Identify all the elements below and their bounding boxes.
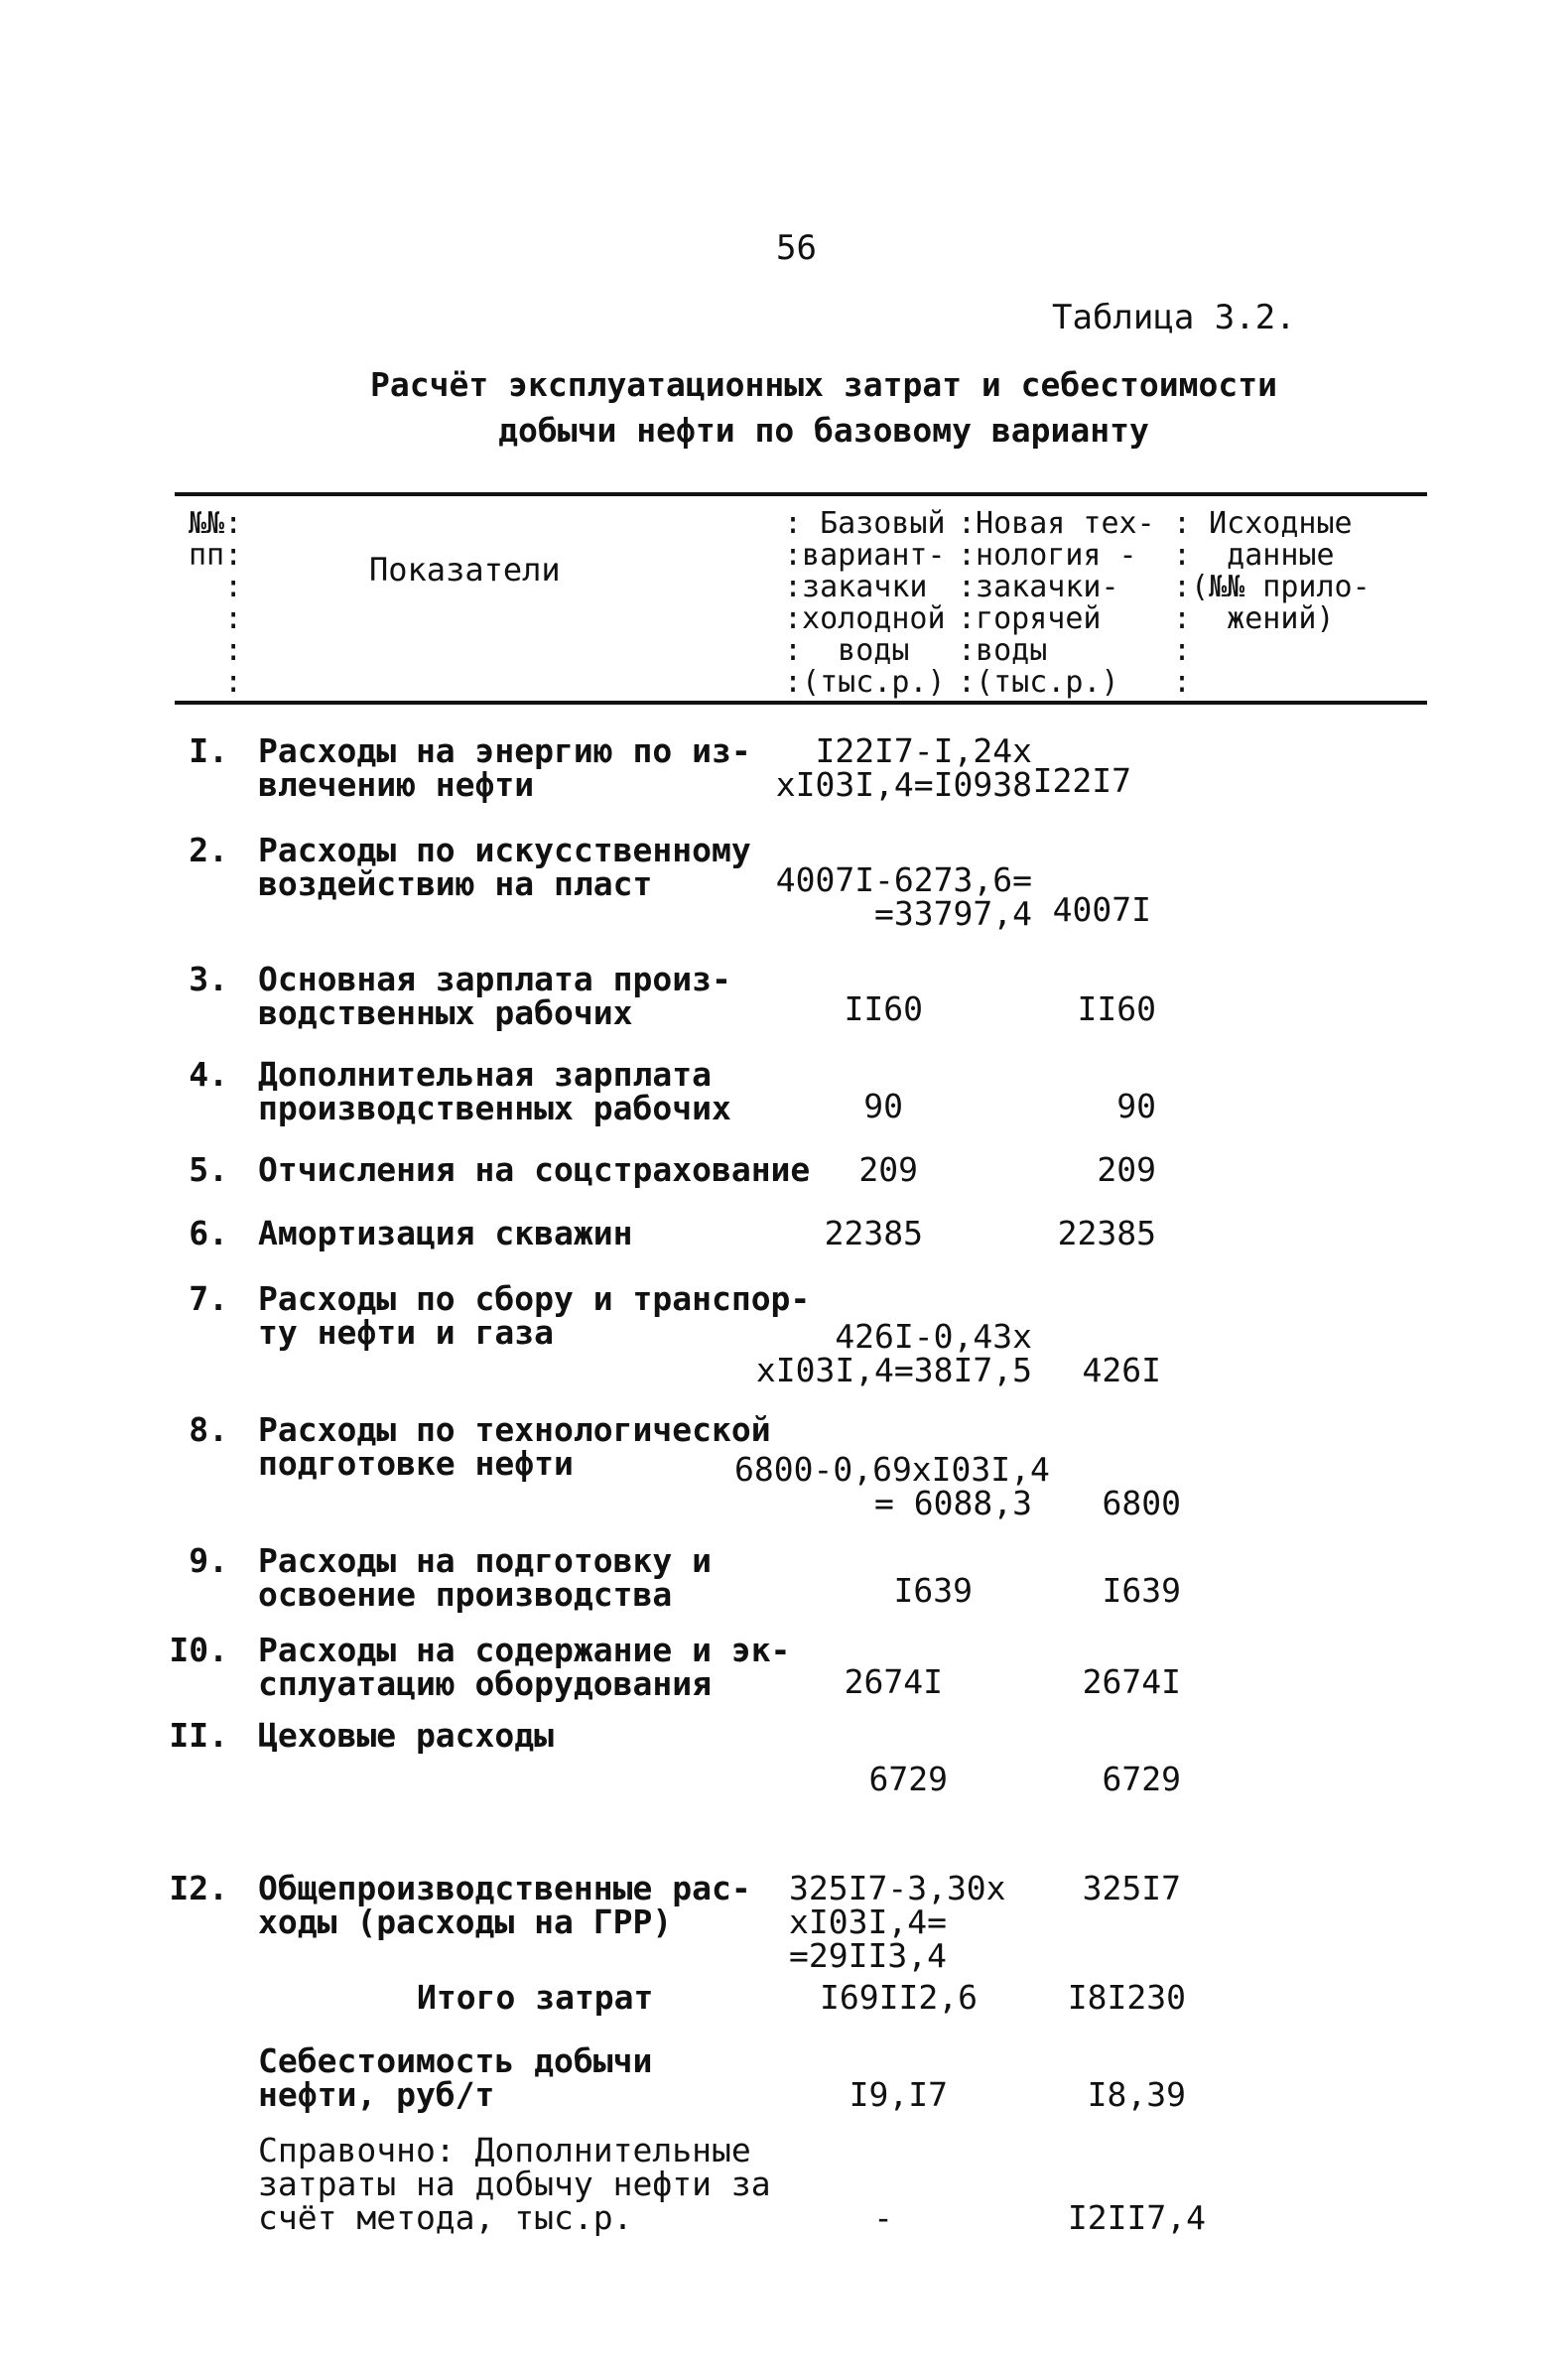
row-number: 7. bbox=[189, 1279, 228, 1318]
row-base-value: I22I7-I,24x xI03I,4=I0938 bbox=[775, 731, 1032, 804]
row-new-value: I22I7 bbox=[1032, 761, 1131, 800]
table-title-line-2: добычи нефти по базовому варианту bbox=[498, 411, 1149, 450]
header-col-name: Показатели bbox=[369, 551, 561, 589]
row-new-value: 209 bbox=[1097, 1150, 1156, 1189]
row-number: 8. bbox=[189, 1410, 228, 1449]
row-base-value: 2674I bbox=[844, 1662, 943, 1701]
row-label: Дополнительная зарплата производственных рабочих bbox=[258, 1055, 731, 1127]
row-number: I0. bbox=[169, 1631, 228, 1669]
page-number: 56 bbox=[776, 228, 817, 268]
cost-new-value: I8,39 bbox=[1087, 2075, 1186, 2114]
header-col-source: : Исходные : данные :(№№ прило- : жений) : : bbox=[1173, 506, 1371, 700]
row-number: 2. bbox=[189, 831, 228, 869]
row-new-value: 2674I bbox=[1082, 1662, 1181, 1701]
row-label: Расходы по искусственному воздействию на пласт bbox=[258, 831, 751, 903]
row-base-value: II60 bbox=[844, 989, 923, 1028]
row-label: Основная зарплата произ- водственных рабочих bbox=[258, 960, 731, 1032]
row-new-value: 22385 bbox=[1057, 1214, 1156, 1252]
row-new-value: 90 bbox=[1116, 1087, 1156, 1125]
row-number: II. bbox=[169, 1716, 228, 1755]
row-label: Расходы на энергию по из- влечению нефти bbox=[258, 731, 751, 804]
reference-base-value: - bbox=[873, 2198, 893, 2237]
row-base-value: 325I7-3,30x xI03I,4= =29II3,4 bbox=[789, 1869, 1006, 1975]
row-label: Расходы по сбору и транспор- ту нефти и газа bbox=[258, 1279, 811, 1352]
row-number: 9. bbox=[189, 1541, 228, 1580]
table-title-line-1: Расчёт эксплуатационных затрат и себестоимости bbox=[370, 365, 1277, 404]
row-number: 3. bbox=[189, 960, 228, 998]
header-bottom-rule bbox=[175, 701, 1427, 705]
row-number: 6. bbox=[189, 1214, 228, 1252]
row-label: Отчисления на соцстрахование bbox=[258, 1150, 811, 1189]
cost-base-value: I9,I7 bbox=[849, 2075, 948, 2114]
table-label: Таблица 3.2. bbox=[1052, 298, 1296, 337]
row-new-value: 325I7 bbox=[1082, 1869, 1181, 1907]
row-label: Цеховые расходы bbox=[258, 1716, 555, 1755]
row-new-value: 426I bbox=[1082, 1351, 1161, 1389]
row-number: 4. bbox=[189, 1055, 228, 1094]
row-number: 5. bbox=[189, 1150, 228, 1189]
row-number: I2. bbox=[169, 1869, 228, 1907]
total-new-value: I8I230 bbox=[1067, 1978, 1186, 2017]
row-base-value: 6729 bbox=[868, 1760, 948, 1798]
row-label: Общепроизводственные рас- ходы (расходы на ГРР) bbox=[258, 1869, 751, 1941]
row-new-value: 6800 bbox=[1102, 1484, 1181, 1522]
row-base-value: 6800-0,69xI03I,4 = 6088,3 bbox=[734, 1450, 1050, 1522]
row-label: Амортизация скважин bbox=[258, 1214, 633, 1252]
row-base-value: I639 bbox=[893, 1571, 973, 1610]
row-new-value: I639 bbox=[1102, 1571, 1181, 1610]
total-base-value: I69II2,6 bbox=[820, 1978, 978, 2017]
reference-label: Справочно: Дополнительные затраты на добычу нефти за счёт метода, тыс.р. bbox=[258, 2131, 771, 2237]
row-new-value: 6729 bbox=[1102, 1760, 1181, 1798]
header-col-number: №№: пп: : : : : bbox=[189, 506, 243, 700]
row-base-value: 22385 bbox=[824, 1214, 923, 1252]
row-base-value: 209 bbox=[858, 1150, 918, 1189]
row-label: Расходы на подготовку и освоение производства bbox=[258, 1541, 712, 1614]
row-new-value: 4007I bbox=[1052, 890, 1151, 929]
row-base-value: 426I-0,43x xI03I,4=38I7,5 bbox=[755, 1317, 1032, 1389]
row-base-value: 90 bbox=[863, 1087, 903, 1125]
reference-new-value: I2II7,4 bbox=[1067, 2198, 1206, 2237]
total-label: Итого затрат bbox=[417, 1978, 654, 2017]
row-label: Расходы по технологической подготовке нефти bbox=[258, 1410, 771, 1483]
row-number: I. bbox=[189, 731, 228, 770]
header-top-rule bbox=[175, 492, 1427, 496]
header-col-new: :Новая тех- :нология - :закачки- :горячей :воды :(тыс.р.) bbox=[958, 506, 1155, 700]
row-base-value: 4007I-6273,6= =33797,4 bbox=[775, 860, 1032, 933]
row-label: Расходы на содержание и эк- сплуатацию оборудования bbox=[258, 1631, 791, 1703]
cost-label: Себестоимость добычи нефти, руб/т bbox=[258, 2041, 653, 2114]
row-new-value: II60 bbox=[1077, 989, 1156, 1028]
header-col-base: : Базовый :вариант- :закачки :холодной : воды :(тыс.р.) bbox=[784, 506, 946, 700]
